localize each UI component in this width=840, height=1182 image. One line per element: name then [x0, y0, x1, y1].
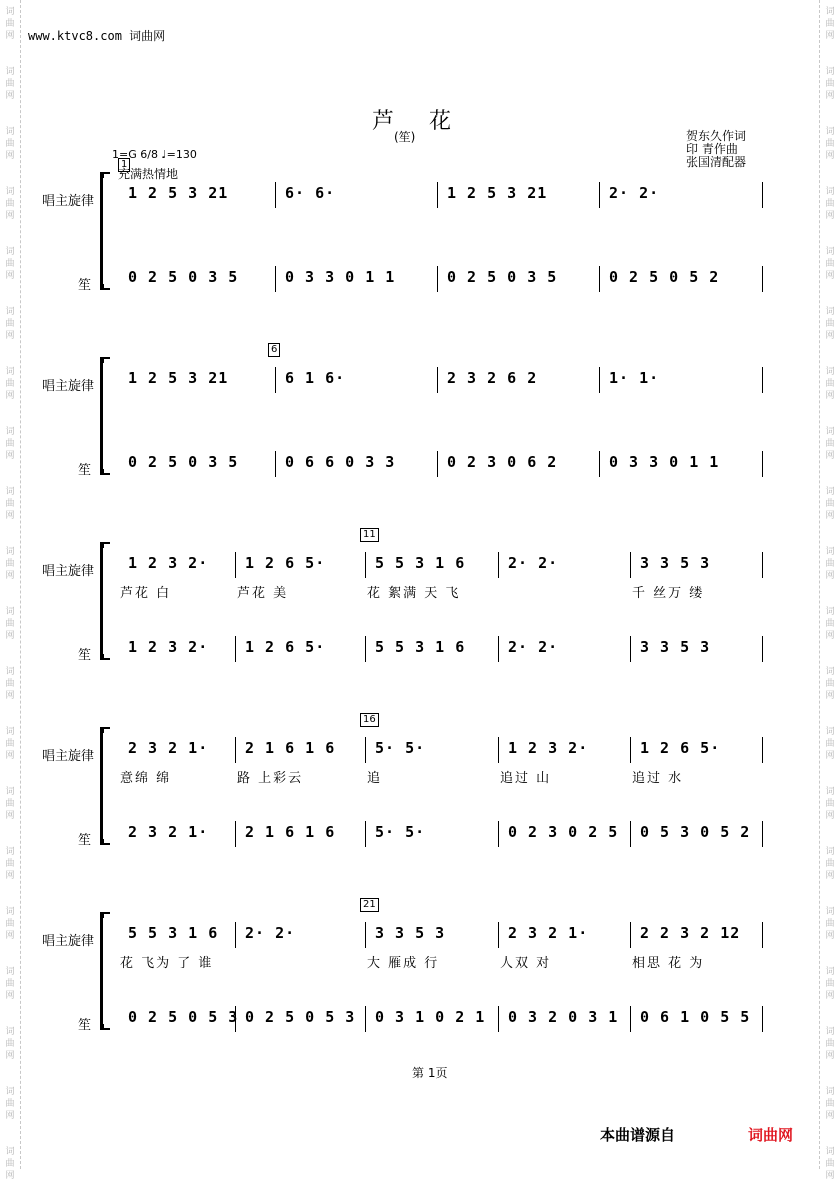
lyric-line: 大 雁成 行 — [367, 956, 440, 971]
sheng-measure: 0 2 5 0 5 3 — [245, 1008, 356, 1026]
sheng-barline — [498, 821, 499, 847]
watermark-text: 词 曲 网 — [825, 907, 835, 941]
system-bracket — [100, 357, 103, 475]
watermark-text: 词 曲 网 — [5, 427, 15, 461]
melody-measure: 1 2 5 3 21 — [447, 184, 548, 202]
watermark-text: 词 曲 网 — [5, 1147, 15, 1181]
melody-barline — [599, 182, 600, 208]
sheng-barline — [365, 821, 366, 847]
watermark-text: 词 曲 网 — [5, 727, 15, 761]
left-watermark-strip — [0, 0, 21, 1181]
watermark-text: 词 曲 网 — [825, 487, 835, 521]
melody-measure: 2 2 3 2 12 — [640, 924, 741, 942]
watermark-text: 词 曲 网 — [825, 187, 835, 221]
melody-barline — [762, 922, 763, 948]
melody-barline — [275, 367, 276, 393]
sheng-measure: 0 2 5 0 3 5 — [447, 268, 558, 286]
melody-measure: 2· 2· — [245, 924, 296, 942]
sheng-measure: 2· 2· — [508, 638, 559, 656]
melody-measure: 6· 6· — [285, 184, 336, 202]
watermark-text: 词 曲 网 — [5, 547, 15, 581]
melody-barline — [630, 922, 631, 948]
composer-credit: 印 青作曲 — [686, 142, 738, 156]
melody-barline — [498, 737, 499, 763]
watermark-text: 词 曲 网 — [825, 1087, 835, 1121]
lyricist-credit: 贺东久作词 — [686, 129, 747, 143]
melody-barline — [365, 922, 366, 948]
watermark-text: 词 曲 网 — [825, 1027, 835, 1061]
instrument-subtitle: (笙) — [394, 130, 416, 144]
melody-barline — [599, 367, 600, 393]
watermark-text: 词 曲 网 — [825, 667, 835, 701]
measure-number: 6 — [268, 343, 280, 357]
watermark-text: 词 曲 网 — [5, 967, 15, 1001]
sheng-barline — [275, 451, 276, 477]
watermark-text: 词 曲 网 — [825, 787, 835, 821]
melody-measure: 1 2 3 2· — [508, 739, 589, 757]
watermark-text: 词 曲 网 — [5, 667, 15, 701]
sheng-barline — [437, 451, 438, 477]
melody-measure: 2 3 2 1· — [128, 739, 209, 757]
watermark-text: 词 曲 网 — [5, 847, 15, 881]
melody-barline — [762, 182, 763, 208]
watermark-text: 词 曲 网 — [825, 967, 835, 1001]
watermark-text: 词 曲 网 — [5, 367, 15, 401]
measure-number: 21 — [360, 898, 379, 912]
watermark-text: 词 曲 网 — [5, 127, 15, 161]
melody-barline — [235, 737, 236, 763]
lyric-line: 人双 对 — [500, 956, 552, 971]
watermark-text: 词 曲 网 — [825, 547, 835, 581]
system-bracket — [100, 727, 103, 845]
sheng-barline — [762, 1006, 763, 1032]
watermark-text: 词 曲 网 — [5, 907, 15, 941]
lyric-line: 路 上彩云 — [237, 771, 304, 786]
melody-staff-label: 唱主旋律 — [42, 194, 95, 209]
lyric-line: 追 — [367, 771, 383, 786]
page-number: 第 1页 — [412, 1066, 448, 1080]
watermark-text: 词 曲 网 — [825, 847, 835, 881]
sheng-measure: 3 3 5 3 — [640, 638, 711, 656]
melody-measure: 1 2 3 2· — [128, 554, 209, 572]
sheng-measure: 0 6 1 0 5 5 — [640, 1008, 751, 1026]
sheng-barline — [437, 266, 438, 292]
watermark-text: 词 曲 网 — [5, 1027, 15, 1061]
melody-measure: 3 3 5 3 — [640, 554, 711, 572]
melody-measure: 2 1 6 1 6 — [245, 739, 336, 757]
melody-barline — [762, 552, 763, 578]
sheng-barline — [630, 636, 631, 662]
lyric-line: 千 丝万 缕 — [632, 586, 705, 601]
watermark-text: 词 曲 网 — [825, 607, 835, 641]
lyric-line: 花 絮满 天 飞 — [367, 586, 461, 601]
melody-barline — [762, 737, 763, 763]
melody-measure: 2 3 2 1· — [508, 924, 589, 942]
watermark-text: 词 曲 网 — [5, 67, 15, 101]
melody-barline — [437, 367, 438, 393]
melody-measure: 2 3 2 6 2 — [447, 369, 538, 387]
source-text: 本曲谱源自 — [600, 1126, 676, 1144]
sheng-barline — [762, 821, 763, 847]
lyric-line: 意绵 绵 — [120, 771, 172, 786]
melody-barline — [437, 182, 438, 208]
arranger-credit: 张国清配器 — [686, 155, 747, 169]
sheng-measure: 0 2 5 0 5 2 — [609, 268, 720, 286]
sheng-measure: 0 3 3 0 1 1 — [285, 268, 396, 286]
lyric-line: 芦花 白 — [120, 586, 172, 601]
sheng-measure: 2 3 2 1· — [128, 823, 209, 841]
sheng-barline — [599, 266, 600, 292]
melody-barline — [498, 922, 499, 948]
sheng-measure: 0 5 3 0 5 2 — [640, 823, 751, 841]
sheng-barline — [599, 451, 600, 477]
melody-measure: 5 5 3 1 6 — [375, 554, 466, 572]
watermark-text: 词 曲 网 — [825, 1147, 835, 1181]
melody-barline — [630, 737, 631, 763]
lyric-line: 相思 花 为 — [632, 956, 705, 971]
sheng-barline — [365, 1006, 366, 1032]
watermark-text: 词 曲 网 — [825, 67, 835, 101]
sheng-measure: 0 3 2 0 3 1 — [508, 1008, 619, 1026]
source-brand: 词曲网 — [748, 1126, 794, 1144]
melody-measure: 2· 2· — [609, 184, 660, 202]
watermark-text: 词 曲 网 — [825, 127, 835, 161]
sheng-barline — [498, 1006, 499, 1032]
lyric-line: 追过 水 — [632, 771, 684, 786]
system-bracket — [100, 172, 103, 290]
watermark-text: 词 曲 网 — [5, 7, 15, 41]
melody-barline — [762, 367, 763, 393]
sheng-measure: 5 5 3 1 6 — [375, 638, 466, 656]
melody-barline — [275, 182, 276, 208]
sheng-measure: 0 2 5 0 3 5 — [128, 268, 239, 286]
watermark-text: 词 曲 网 — [5, 607, 15, 641]
expression-marking: 充满热情地 — [118, 167, 179, 181]
sheng-staff-label: 笙 — [78, 1018, 92, 1033]
sheng-barline — [762, 451, 763, 477]
song-title: 芦 花 — [372, 109, 465, 134]
sheng-measure: 0 2 5 0 5 3 — [128, 1008, 239, 1026]
sheng-measure: 0 2 3 0 6 2 — [447, 453, 558, 471]
system-bracket — [100, 542, 103, 660]
sheng-measure: 1 2 6 5· — [245, 638, 326, 656]
watermark-text: 词 曲 网 — [825, 367, 835, 401]
watermark-text: 词 曲 网 — [5, 787, 15, 821]
sheng-staff-label: 笙 — [78, 833, 92, 848]
sheng-staff-label: 笙 — [78, 278, 92, 293]
melody-measure: 1 2 5 3 21 — [128, 369, 229, 387]
sheng-measure: 0 3 1 0 2 1 — [375, 1008, 486, 1026]
sheng-measure: 2 1 6 1 6 — [245, 823, 336, 841]
melody-measure: 1· 1· — [609, 369, 660, 387]
watermark-text: 词 曲 网 — [825, 427, 835, 461]
melody-measure: 5· 5· — [375, 739, 426, 757]
melody-measure: 2· 2· — [508, 554, 559, 572]
watermark-text: 词 曲 网 — [5, 307, 15, 341]
melody-barline — [235, 922, 236, 948]
site-url: www.ktvc8.com 词曲网 — [28, 29, 166, 43]
measure-number: 16 — [360, 713, 379, 727]
tempo-marking: 1=G 6/8 ♩=130 — [112, 148, 197, 161]
melody-barline — [365, 552, 366, 578]
watermark-text: 词 曲 网 — [825, 727, 835, 761]
sheng-measure: 0 2 5 0 3 5 — [128, 453, 239, 471]
melody-staff-label: 唱主旋律 — [42, 379, 95, 394]
melody-barline — [498, 552, 499, 578]
sheng-barline — [235, 636, 236, 662]
sheng-barline — [630, 821, 631, 847]
melody-barline — [630, 552, 631, 578]
lyric-line: 芦花 美 — [237, 586, 289, 601]
sheng-barline — [365, 636, 366, 662]
sheng-staff-label: 笙 — [78, 648, 92, 663]
melody-staff-label: 唱主旋律 — [42, 749, 95, 764]
sheng-measure: 1 2 3 2· — [128, 638, 209, 656]
sheng-barline — [762, 636, 763, 662]
lyric-line: 花 飞为 了 谁 — [120, 956, 214, 971]
watermark-text: 词 曲 网 — [825, 307, 835, 341]
measure-number: 1 — [118, 158, 130, 172]
watermark-text: 词 曲 网 — [825, 7, 835, 41]
sheng-barline — [235, 821, 236, 847]
melody-staff-label: 唱主旋律 — [42, 934, 95, 949]
right-watermark-strip — [819, 0, 840, 1181]
sheng-barline — [762, 266, 763, 292]
sheng-barline — [275, 266, 276, 292]
melody-measure: 6 1 6· — [285, 369, 346, 387]
sheng-staff-label: 笙 — [78, 463, 92, 478]
melody-measure: 1 2 6 5· — [640, 739, 721, 757]
system-bracket — [100, 912, 103, 1030]
sheng-barline — [630, 1006, 631, 1032]
watermark-text: 词 曲 网 — [5, 487, 15, 521]
lyric-line: 追过 山 — [500, 771, 552, 786]
melody-staff-label: 唱主旋律 — [42, 564, 95, 579]
sheng-measure: 0 3 3 0 1 1 — [609, 453, 720, 471]
melody-measure: 5 5 3 1 6 — [128, 924, 219, 942]
watermark-text: 词 曲 网 — [825, 247, 835, 281]
watermark-text: 词 曲 网 — [5, 187, 15, 221]
melody-measure: 1 2 5 3 21 — [128, 184, 229, 202]
melody-measure: 1 2 6 5· — [245, 554, 326, 572]
melody-barline — [365, 737, 366, 763]
sheng-measure: 0 6 6 0 3 3 — [285, 453, 396, 471]
melody-measure: 3 3 5 3 — [375, 924, 446, 942]
sheng-barline — [498, 636, 499, 662]
melody-barline — [235, 552, 236, 578]
watermark-text: 词 曲 网 — [5, 247, 15, 281]
sheng-measure: 5· 5· — [375, 823, 426, 841]
sheng-measure: 0 2 3 0 2 5 — [508, 823, 619, 841]
measure-number: 11 — [360, 528, 379, 542]
watermark-text: 词 曲 网 — [5, 1087, 15, 1121]
